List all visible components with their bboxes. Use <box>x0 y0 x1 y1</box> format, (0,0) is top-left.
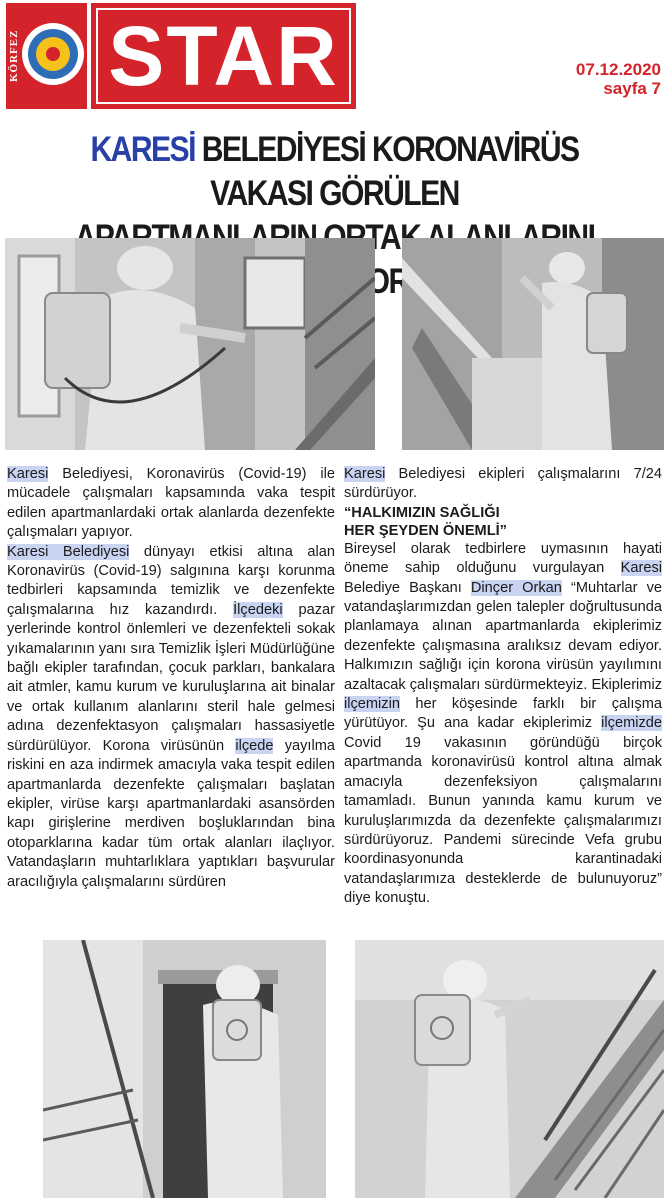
dateline <box>576 60 661 98</box>
newspaper-logo <box>6 3 87 109</box>
article-column-right <box>344 465 662 909</box>
headline-rest-1: KORONAVİRÜS VAKASI GÖRÜLEN <box>210 130 579 213</box>
highlight-ilcede: ilçede <box>235 737 274 754</box>
headline-highlight-1: KARESİ <box>90 130 195 169</box>
right-paragraph-1: Karesi Belediyesi ekipleri çalışmalarını 7/24 sürdürüyor. <box>344 466 662 502</box>
headline-line-1 <box>47 128 622 216</box>
left-paragraph-2: Karesi Belediyesi dünyayı etkisi altına alan Koronavirüs (Covid-19) salgınına karşı korunma tedbirleri kapsamında temizlik ve dezenfekte çalışmalarına hız kazandırdı. İlçedeki pazar yerlerinde kontrol önlemleri ve dezenfekteli sokak yıkamalarının yanı sıra Temizlik İşleri Müdürlüğüne bağlı ekipler tarafından, çocuk parkları, bankalara ait atmler, kamu kurum ve kuruluşlarına ait binalar ve ortak kullanım alanlarını steril hale gelmesi adına dezenfektasyon çalışmaları hassasiyetle sürdürülüyor. Korona virüsünün ilçede yayılma riskini en aza indirmek amacıyla vaka tespit edilen apartmanlarda dezenfekte çalışmaları başlatan ekipler, virüse karşı apartmanlardaki asansörden kapı girişlerine merdiven boşluklarından bina otoparklarına kadar tüm ortak alanları ilaçlıyor. Vatandaşların muhtarlıklara yaptıkları başvurular aracılığıyla çalışmalarını sürdüren <box>7 543 336 890</box>
highlight-ilcedeki: İlçedeki <box>233 601 283 618</box>
article-column-left <box>7 465 335 892</box>
highlight-ilcemizin: ilçemizin <box>344 696 400 713</box>
highlight-karesi-belediyesi: Karesi Belediyesi <box>7 543 130 560</box>
page-number: sayfa 7 <box>603 79 661 98</box>
photo-worker-staircase <box>355 940 664 1198</box>
highlight-ilcemizde: ilçemizde <box>601 715 662 732</box>
right-paragraph-2: Bireysel olarak tedbirlere uymasının hayati öneme sahip olduğunu vurgulayan Karesi Belediye Başkanı Dinçer Orkan “Muhtarlar ve vatandaşlarımızdan gelen talepler doğrultusunda planlamaya alınan apartmanlarda ekiplerimiz dezenfekte çalışmasına aralıksız devam ediyor. Halkımızın sağlığı için korona virüsün yayılımını azaltacak çalışmaları sürdürmekteyiz. Ekiplerimiz ilçemizin her köşesinde farklı bir çalışma yürütüyor. Şu ana kadar ekiplerimiz ilçemizde Covid 19 vakasının göründüğü birçok apartmanda koronavirüsü kontrol altına almak amacıyla dezenfeksiyon çalışmalarını tamamladı. Bunun yanında kamu kurum ve kuruluşlarımızda da dezenfekte çalışmalarımızı sürdürüyoruz. Pandemi sürecinde Vefa grubu koordinasyonunda karantinadaki vatandaşlarımıza desteklerde de bulunuyoruz” diye konuştu. <box>344 540 662 907</box>
highlight-karesi: Karesi <box>344 466 386 482</box>
masthead-title-box <box>91 3 356 109</box>
masthead <box>6 3 356 109</box>
masthead-title: STAR <box>108 9 339 103</box>
left-paragraph-1: Karesi Belediyesi, Koronavirüs (Covid-19) ile mücadele çalışmaları kapsamında vaka tespit edilen apartmanlardaki ortak alanlarda dezenfekte çalışmaları yapıyor. <box>7 466 335 541</box>
photo-worker-window <box>5 238 375 450</box>
highlight-mayor-name: Dinçer Orkan <box>470 579 562 596</box>
logo-side-text: KÖRFEZ <box>8 29 20 83</box>
headline-word-2: BELEDİYESİ <box>201 130 366 169</box>
article-subheading: “HALKIMIZIN SAĞLIĞI HER ŞEYDEN ÖNEMLİ” <box>344 504 507 539</box>
highlight-karesi: Karesi <box>620 560 662 577</box>
issue-date: 07.12.2020 <box>575 60 661 79</box>
photo-worker-doorway <box>43 940 326 1198</box>
photo-worker-stairs <box>402 238 664 450</box>
highlight-karesi: Karesi <box>7 466 49 482</box>
